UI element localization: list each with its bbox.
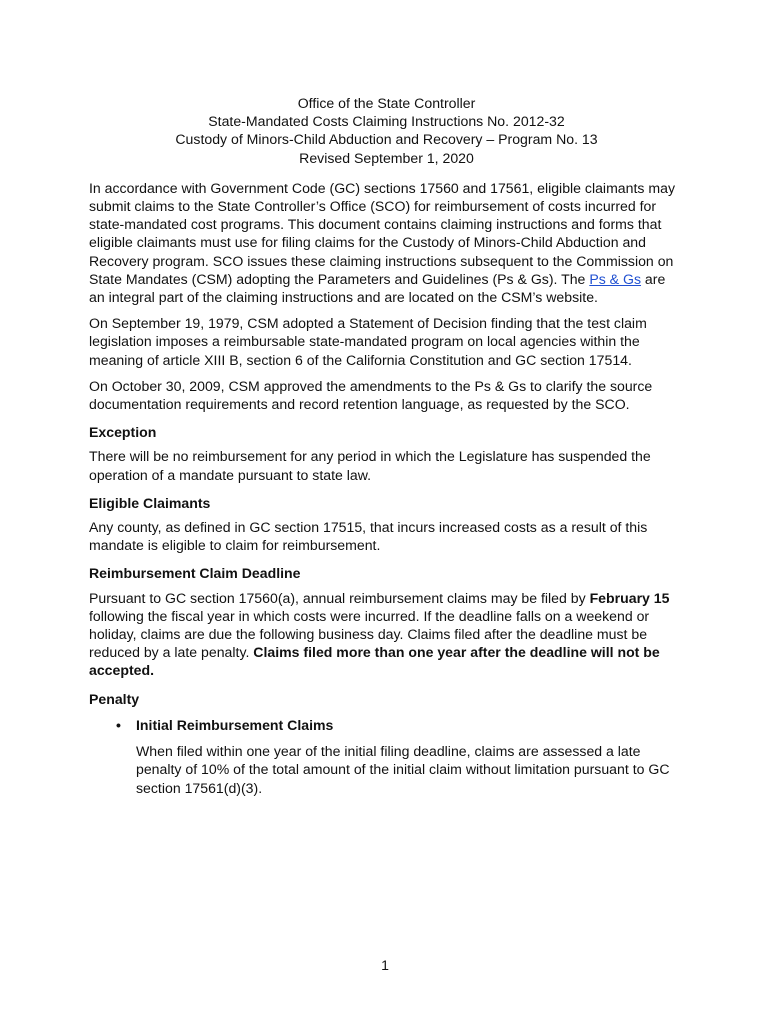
- penalty-bullet-title: Initial Reimbursement Claims: [136, 716, 334, 733]
- penalty-bullet-body: When filed within one year of the initial filing deadline, claims are assessed a late penalty of 10% of the total amount of the initial claim without limitation pursuant to GC section 17561(d)(3).: [136, 743, 670, 796]
- header-instructions-title: State-Mandated Costs Claiming Instructions No. 2012-32: [208, 113, 565, 130]
- claim-deadline-body: [89, 589, 684, 680]
- amendments-paragraph: On October 30, 2009, CSM approved the amendments to the Ps & Gs to clarify the source documentation requirements and record retention language, as requested by the SCO.: [89, 377, 653, 413]
- deadline-date: February 15: [589, 589, 670, 606]
- header-revised-date: Revised September 1, 2020: [299, 149, 474, 166]
- penalty-bullet-item: [89, 716, 684, 734]
- exception-heading: Exception: [89, 424, 157, 441]
- deadline-warning: Claims filed more than one year after the deadline will not be accepted.: [89, 644, 660, 679]
- ps-gs-link[interactable]: Ps & Gs: [589, 270, 642, 287]
- header-program-title: Custody of Minors-Child Abduction and Recovery – Program No. 13: [175, 131, 598, 148]
- page-number: 1: [381, 957, 389, 973]
- intro-text-before-link: In accordance with Government Code (GC) sections 17560 and 17561, eligible claimants may submit claims to the State Controller’s Office (SCO) for reimbursement of costs incurred for state-mandated cost programs. This document contains claiming instructions and forms that eligible claimants must use for filing claims for the Custody of Minors-Child Abduction and Recovery program. SCO issues these claiming instructions subsequent to the Commission on State Mandates (CSM) adopting the Parameters and Guidelines (Ps & Gs). The: [89, 179, 675, 287]
- claim-deadline-heading: Reimbursement Claim Deadline: [89, 565, 301, 582]
- eligible-claimants-heading: Eligible Claimants: [89, 494, 211, 511]
- penalty-heading: Penalty: [89, 690, 140, 707]
- intro-paragraph: [89, 179, 684, 306]
- bullet-icon: •: [116, 716, 121, 733]
- eligible-claimants-body: Any county, as defined in GC section 17515, that incurs increased costs as a result of this mandate is eligible to claim for reimbursement.: [89, 519, 648, 554]
- document-header: [89, 94, 684, 167]
- deadline-text-2: following the fiscal year in which costs were incurred. If the deadline falls on a weekend or holiday, claims are due the following business day. Claims filed after the deadline must be reduced by a late penalty.: [89, 607, 650, 661]
- intro-text-after-link: are an integral part of the claiming instructions and are located on the CSM’s website.: [89, 270, 666, 306]
- deadline-text-1: Pursuant to GC section 17560(a), annual reimbursement claims may be filed by: [89, 589, 590, 606]
- exception-body: There will be no reimbursement for any period in which the Legislature has suspended the operation of a mandate pursuant to state law.: [89, 448, 651, 483]
- statement-of-decision-paragraph: On September 19, 1979, CSM adopted a Statement of Decision finding that the test claim legislation imposes a reimbursable state-mandated program on local agencies within the meaning of article XIII B, section 6 of the California Constitution and GC section 17514.: [89, 315, 647, 368]
- document-page: [89, 94, 684, 805]
- header-office: Office of the State Controller: [297, 95, 476, 111]
